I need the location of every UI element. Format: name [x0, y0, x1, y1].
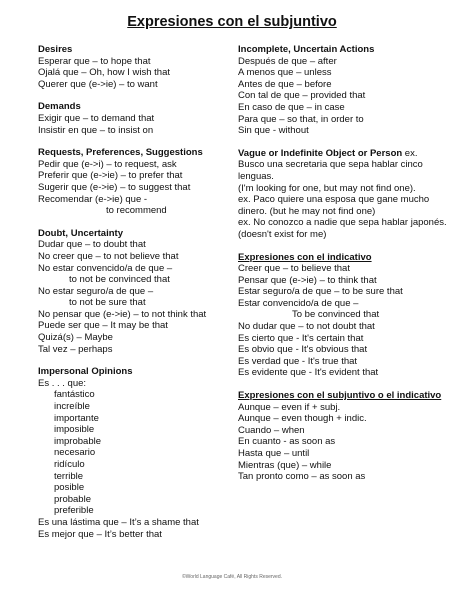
expression-line: No estar seguro/a de que –: [38, 285, 154, 297]
expression-line: Aunque – even if + subj.: [238, 401, 341, 413]
expression-line: Exigir que – to demand that: [38, 112, 155, 124]
expression-line: Sin que - without: [238, 125, 309, 137]
page-title: Expresiones con el subjuntivo: [127, 14, 337, 30]
expression-line: Querer que (e->ie) – to want: [38, 78, 158, 90]
section-heading-row: [238, 148, 452, 160]
adjective-item: fantástico: [54, 389, 95, 401]
expression-line: Es obvio que - It's obvious that: [238, 344, 368, 356]
expression-line: Sugerir que (e->ie) – to suggest that: [38, 181, 191, 193]
section-doubt: [38, 228, 234, 356]
section-heading: Expresiones con el indicativo: [238, 251, 372, 263]
expression-line: to not be convinced that: [69, 274, 170, 286]
example-line: Busco una secretaria que sepa hablar cinco lenguas.: [238, 159, 423, 182]
expression-line: En cuanto - as soon as: [238, 436, 336, 448]
section-desires: [38, 44, 234, 90]
adjective-item: increíble: [54, 401, 90, 413]
example-line: ex. Paco quiere una esposa que gane mucho dinero. (but he may not find one): [238, 194, 430, 217]
expression-line: Es evidente que - It's evident that: [238, 367, 379, 379]
adjective-item: preferible: [54, 505, 94, 517]
section-heading: Desires: [38, 44, 73, 55]
expression-line: Creer que – to believe that: [238, 263, 350, 275]
left-column: [38, 44, 234, 551]
expression-line: Preferir que (e->ie) – to prefer that: [38, 170, 183, 182]
expression-line: Pensar que (e->ie) – to think that: [238, 274, 377, 286]
section-incomplete-actions: [238, 44, 452, 137]
expression-line: Quizá(s) – Maybe: [38, 332, 113, 344]
right-column: [238, 44, 452, 494]
expression-line: Aunque – even though + indic.: [238, 413, 367, 425]
expression-line: Es . . . que:: [38, 377, 87, 389]
example-line: (I'm looking for one, but may not find one).: [238, 182, 416, 194]
expression-line: Hasta que – until: [238, 448, 310, 459]
adjective-item: ridículo: [54, 459, 85, 470]
section-requests: [38, 147, 234, 217]
heading-suffix: ex.: [402, 147, 418, 159]
expression-line: Insistir en que – to insist on: [38, 124, 154, 136]
expression-line: Antes de que – before: [238, 78, 332, 90]
section-heading: Impersonal Opinions: [38, 366, 133, 378]
section-indicative: [238, 252, 452, 380]
expression-line: To be convinced that: [292, 309, 380, 321]
expression-line: Estar convencido/a de que –: [238, 297, 359, 309]
expression-line: Es verdad que - It's true that: [238, 355, 358, 367]
expression-line: No estar convencido/a de que –: [38, 262, 173, 274]
expression-line: Con tal de que – provided that: [238, 90, 366, 102]
expression-line: No dudar que – to not doubt that: [238, 321, 375, 333]
section-demands: [38, 101, 234, 136]
expression-line: Tan pronto como – as soon as: [238, 471, 366, 483]
expression-line: Es mejor que – It’s better that: [38, 528, 162, 540]
expression-line: A menos que – unless: [238, 67, 332, 79]
expression-line: En caso de que – in case: [238, 101, 345, 113]
section-heading: Vague or Indefinite Object or Person: [238, 147, 403, 159]
section-heading: Demands: [38, 101, 81, 113]
section-heading: Requests, Preferences, Suggestions: [38, 147, 203, 159]
section-impersonal: [38, 366, 234, 540]
adjective-item: probable: [54, 493, 91, 505]
expression-line: Puede ser que – It may be that: [38, 320, 168, 332]
adjective-item: terrible: [54, 470, 84, 482]
expression-line: Cuando – when: [238, 424, 305, 436]
expression-line: Para que – so that, in order to: [238, 113, 364, 125]
expression-line: Recomendar (e->ie) que -: [38, 193, 148, 205]
copyright-footer: ©World Language Café, All Rights Reserved.: [181, 574, 283, 580]
expression-line: Es una lástima que – It’s a shame that: [38, 516, 199, 528]
adjective-item: imposible: [54, 424, 95, 436]
expression-line: Tal vez – perhaps: [38, 343, 113, 355]
expression-line: Esperar que – to hope that: [38, 55, 151, 67]
section-heading: Expresiones con el subjuntivo o el indicativo: [238, 390, 442, 402]
expression-line: No creer que – to not believe that: [38, 250, 179, 262]
section-indefinite: [238, 148, 452, 241]
expression-line: to recommend: [106, 205, 167, 217]
adjective-item: importante: [54, 412, 99, 424]
section-heading: Doubt, Uncertainty: [38, 227, 123, 239]
expression-line: Después de que – after: [238, 55, 337, 67]
expression-line: No pensar que (e->ie) – to not think that: [38, 308, 207, 320]
expression-line: Es cierto que - It's certain that: [238, 332, 364, 344]
expression-line: Mientras (que) – while: [238, 459, 332, 471]
expression-line: Ojalá que – Oh, how I wish that: [38, 67, 171, 79]
expression-line: to not be sure that: [69, 297, 146, 309]
adjective-item: posible: [54, 482, 85, 494]
example-line: ex. No conozco a nadie que sepa hablar japonés. (doesn't exist for me): [238, 217, 447, 240]
section-heading: Incomplete, Uncertain Actions: [238, 44, 375, 55]
expression-line: Dudar que – to doubt that: [38, 239, 146, 251]
adjective-item: necesario: [54, 447, 96, 459]
expression-line: Pedir que (e->i) – to request, ask: [38, 158, 177, 170]
section-subjunctive-or-indicative: [238, 390, 452, 483]
expression-line: Estar seguro/a de que – to be sure that: [238, 286, 403, 298]
adjective-item: improbable: [54, 435, 101, 447]
